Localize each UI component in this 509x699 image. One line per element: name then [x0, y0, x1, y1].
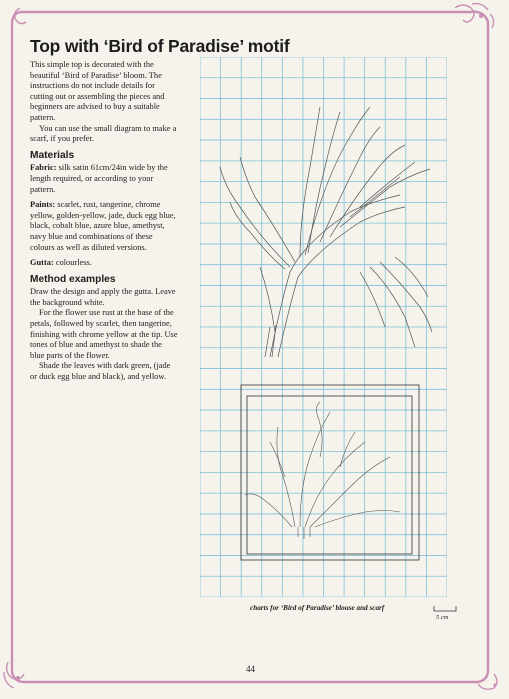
instructions-column [30, 60, 178, 383]
intro-paragraph-2: You can use the small diagram to make a scarf, if you prefer. [30, 123, 177, 144]
gutta-label: Gutta: [30, 258, 54, 268]
method-paragraph-2: For the flower use rust at the base of the petals, followed by scarlet, then tangerine, finishing with chrome yellow at the tip. Use tones of blue and amethyst to shade the blue parts of the flower. [30, 308, 178, 360]
method-paragraph-3: Shade the leaves with dark green, (jade or duck egg blue and black), and yellow. [30, 361, 171, 382]
method-heading: Method examples [30, 273, 116, 285]
scale-label: 5 cm [436, 614, 449, 621]
page-number: 44 [246, 664, 255, 674]
gutta-item [30, 258, 178, 269]
intro-paragraph: This simple top is decorated with the beautiful ‘Bird of Paradise’ bloom. The instructions do not include details for cutting out or assembling the pieces and beginners are advised to buy a suitable pattern. [30, 60, 165, 122]
small-motif-drawing [245, 402, 400, 539]
pattern-chart [200, 57, 447, 597]
gutta-text: colourless. [55, 258, 92, 268]
paints-text: scarlet, rust, tangerine, chrome yellow, golden-yellow, jade, duck egg blue, black, cobalt blue, azure blue, amethyst, navy blue and combinations of these colours as well as diluted versions. [30, 200, 176, 252]
materials-heading: Materials [30, 149, 75, 161]
fabric-label: Fabric: [30, 163, 57, 173]
chart-caption: charts for ‘Bird of Paradise’ blouse and scarf [250, 604, 385, 612]
page-title: Top with ‘Bird of Paradise’ motif [30, 36, 290, 56]
paints-item [30, 200, 178, 253]
fabric-text: silk satin 61cm/24in wide by the length required, or according to your pattern. [30, 163, 168, 194]
paints-label: Paints: [30, 200, 56, 210]
large-motif-drawing [220, 107, 432, 357]
fabric-item [30, 163, 178, 195]
method-paragraph-1: Draw the design and apply the gutta. Leave the background white. [30, 287, 176, 307]
